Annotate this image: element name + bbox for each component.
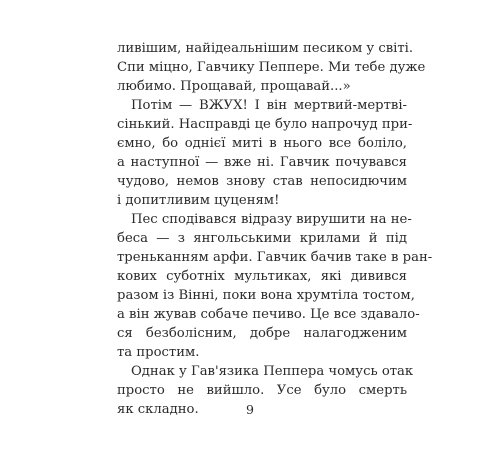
text-line: любимо. Прощавай, прощавай...» bbox=[117, 79, 351, 94]
text-line: і допитливим цуценям! bbox=[117, 193, 280, 208]
text-line: ся безболісним, добре налагодженим bbox=[117, 326, 407, 341]
text-line: просто не вийшло. Усе було смерть bbox=[117, 383, 407, 398]
text-line: та простим. bbox=[117, 345, 200, 360]
text-line: разом із Вінні, поки вона хрумтіла тостом, bbox=[117, 288, 415, 303]
paragraph-1 bbox=[117, 39, 426, 96]
text-line: кових суботніх мультиках, які дивився bbox=[117, 269, 407, 284]
text-line: а він жував собаче печиво. Це все здавало- bbox=[117, 307, 420, 322]
paragraph-3 bbox=[117, 210, 433, 362]
text-line: сінький. Насправді це було напрочуд при- bbox=[117, 117, 413, 132]
text-line: Потім — ВЖУХ! І він мертвий-мертві- bbox=[131, 98, 407, 113]
text-line: Пес сподівався відразу вирушити на не- bbox=[131, 212, 412, 227]
text-line: беса — з янгольськими крилами й під bbox=[117, 231, 407, 246]
text-line: ливішим, найідеальнішим песиком у світі. bbox=[117, 41, 414, 56]
page-number: 9 bbox=[246, 402, 254, 417]
body-text bbox=[117, 39, 433, 419]
text-line: як складно. bbox=[117, 402, 199, 417]
text-line: чудово, немов знову став непосидючим bbox=[117, 174, 407, 189]
text-line: ємно, бо однієї миті в нього все боліло, bbox=[117, 136, 407, 151]
text-line: Однак у Гав'язика Пеппера чомусь отак bbox=[131, 364, 414, 379]
text-line: а наступної — вже ні. Гавчик почувався bbox=[117, 155, 407, 170]
paragraph-2 bbox=[117, 96, 413, 210]
text-line: Спи міцно, Гавчику Пеппере. Ми тебе дуже bbox=[117, 60, 426, 75]
text-line: треньканням арфи. Гавчик бачив таке в ран- bbox=[117, 250, 433, 265]
